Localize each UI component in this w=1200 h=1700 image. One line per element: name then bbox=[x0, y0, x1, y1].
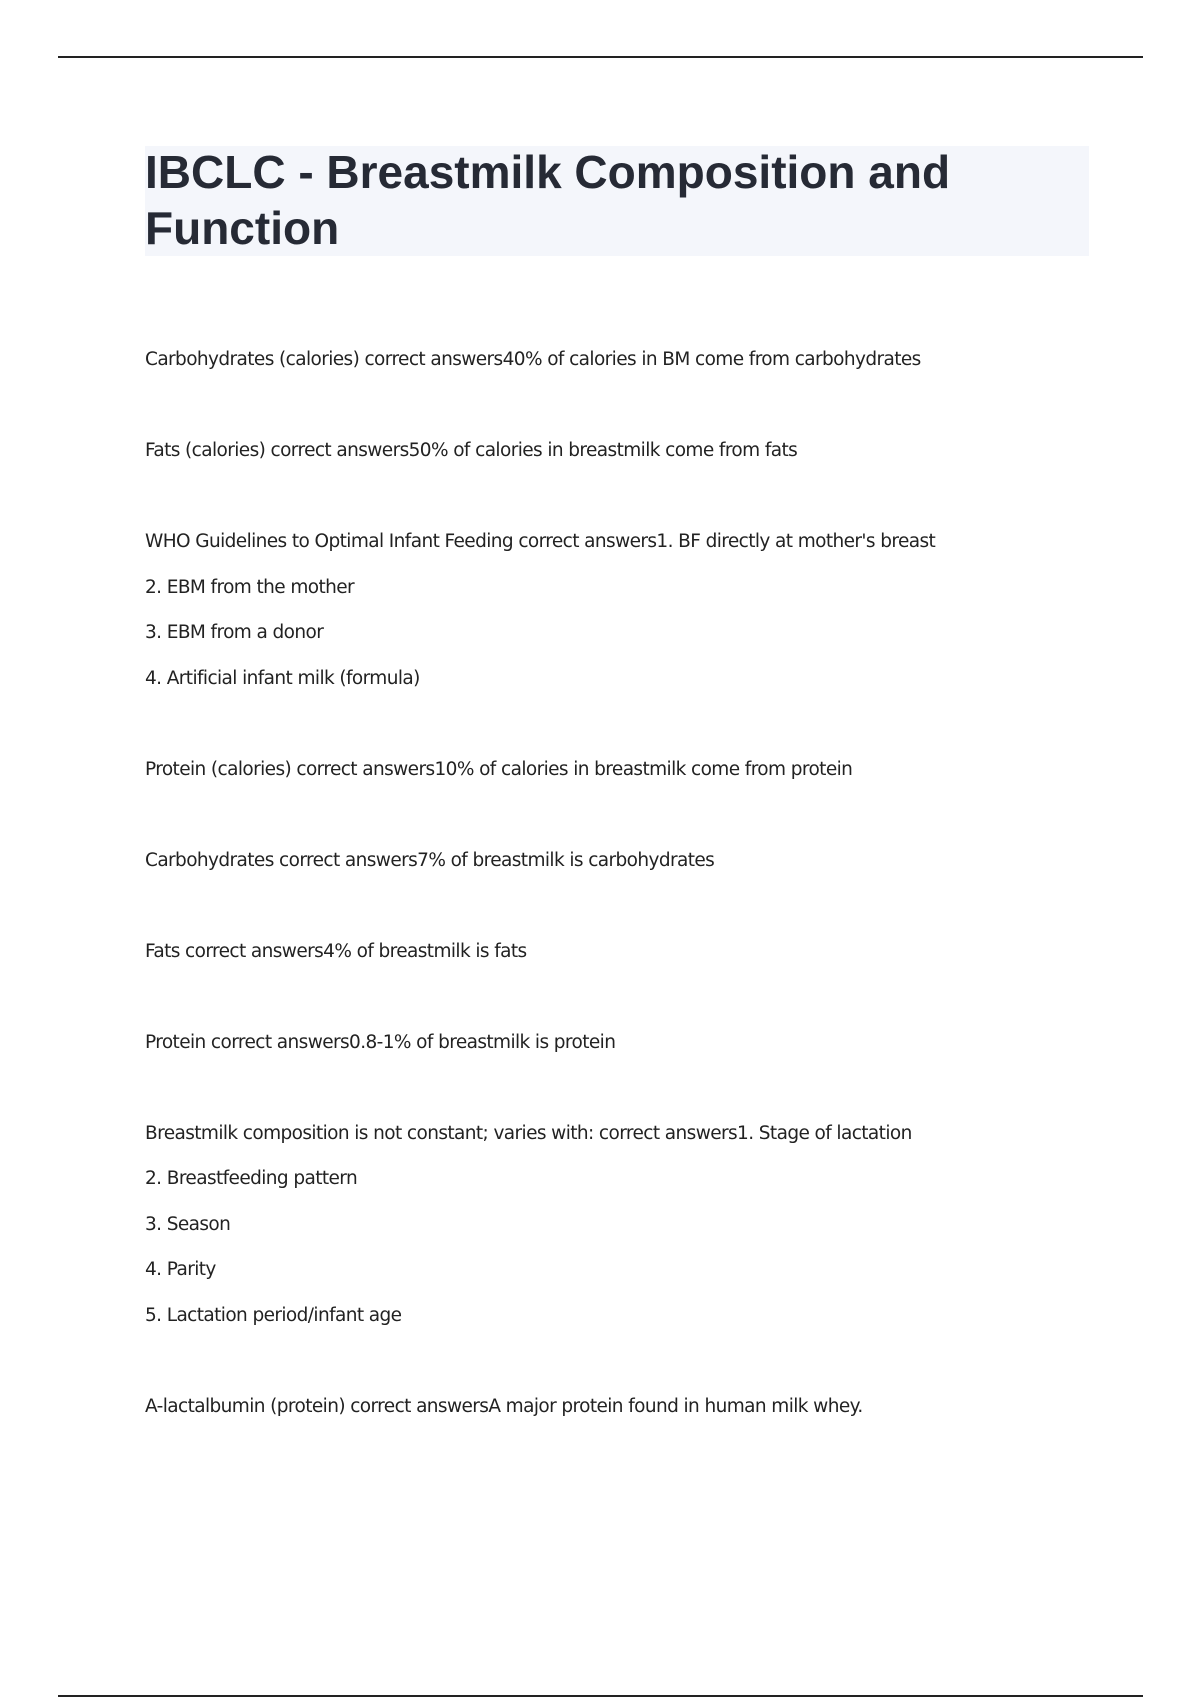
entry-line: 3. Season bbox=[145, 1214, 231, 1235]
bottom-rule bbox=[58, 1695, 1143, 1697]
top-rule bbox=[58, 56, 1143, 58]
entry-line: WHO Guidelines to Optimal Infant Feeding correct answers1. BF directly at mother's breast bbox=[145, 531, 936, 552]
entry-line: 4. Artificial infant milk (formula) bbox=[145, 668, 420, 689]
entry-line: Fats (calories) correct answers50% of calories in breastmilk come from fats bbox=[145, 440, 798, 461]
document-title: IBCLC - Breastmilk Composition and Function bbox=[145, 146, 951, 254]
entry-line: 2. Breastfeeding pattern bbox=[145, 1168, 358, 1189]
entry-line: Fats correct answers4% of breastmilk is fats bbox=[145, 941, 527, 962]
entry-line: 4. Parity bbox=[145, 1259, 216, 1280]
entry-line: A-lactalbumin (protein) correct answersA major protein found in human milk whey. bbox=[145, 1396, 863, 1417]
entry-line: 3. EBM from a donor bbox=[145, 622, 324, 643]
entry-line: 2. EBM from the mother bbox=[145, 577, 355, 598]
entry-line: Breastmilk composition is not constant; varies with: correct answers1. Stage of lactation bbox=[145, 1123, 912, 1144]
title-box bbox=[145, 146, 1089, 256]
entry-line: Carbohydrates (calories) correct answers40% of calories in BM come from carbohydrates bbox=[145, 349, 921, 370]
entry-line: 5. Lactation period/infant age bbox=[145, 1305, 402, 1326]
entry-line: Protein (calories) correct answers10% of calories in breastmilk come from protein bbox=[145, 759, 853, 780]
entry-line: Carbohydrates correct answers7% of breastmilk is carbohydrates bbox=[145, 850, 715, 871]
entry-line: Protein correct answers0.8-1% of breastmilk is protein bbox=[145, 1032, 616, 1053]
